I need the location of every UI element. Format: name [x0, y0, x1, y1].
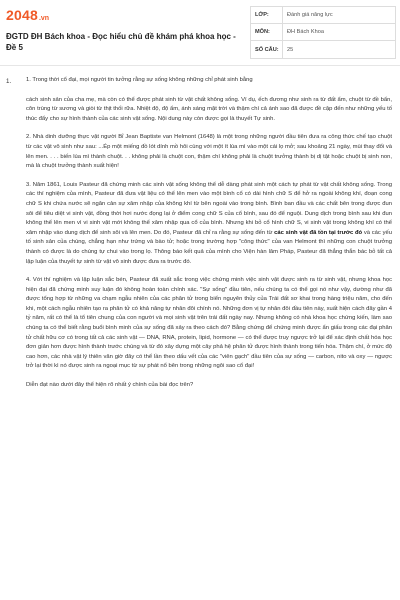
paragraph-3-part-b: và các yếu tố sinh sản của chúng, chẳng hạn như trứng và bào tử; hoặc trong trường hợp "công thức" của van Helmont thì những con chuột trưởng thành có được là do chúng tự chui vào trong lọ. Thông báo kết quả của mình cho Viện hàn lâm Pháp, Pasteur đã thẳng thắn bác bỏ tất cả lập luận của thuyết tự sinh từ vật vô sinh được đưa ra trước đó.	[26, 229, 392, 265]
meta-value: ĐH Bách Khoa	[287, 29, 325, 35]
question-body	[26, 76, 392, 400]
meta-label: SỐ CÂU:	[251, 41, 283, 58]
meta-value: 25	[287, 46, 294, 53]
brand-logo-suffix: .vn	[38, 15, 50, 22]
meta-label: MÔN:	[251, 24, 283, 40]
question-number: 1.	[6, 78, 12, 85]
paragraph-3-part-a: 3. Năm 1861, Louis Pasteur đã chứng minh các sinh vật sống không thể dễ dàng phát sinh một cách tự phát từ vật chất không sống. Trong các thí nghiệm của mình, Pasteur đã đưa vật liệu có thể lên men vào một bình cổ có dài hình chữ S để hở ra ngoài không khí, đoạn cong chữ S khi chứa nước sẽ ngăn cản sự xâm nhập của không khí từ bên ngoài vào trong bình. Bình ban đầu và các chất bên trong được đun sôi để tiêu diệt vi sinh vật, đồng thời hơi nước đọng lại ở điểm cong chữ S của cổ bình, sau đó để nguội. Dung dịch trong bình sau khi đun không thể lên men vì vi sinh vật mới không thể xâm nhập qua cổ của bình. Nhưng khi bỏ cổ hình chữ S, vi sinh vật trong không khí có thể xâm nhập vào dung dịch để sinh sôi và lên men. Do đó, Pasteur đã chỉ ra rằng sự sống đến từ	[26, 181, 392, 236]
meta-row-class	[251, 7, 395, 24]
brand-logo[interactable]	[6, 7, 49, 23]
brand-logo-text: 2048	[6, 7, 38, 23]
meta-row-subject	[251, 24, 395, 41]
meta-table	[250, 6, 396, 59]
paragraph-1-lead: 1. Trong thời cổ đại, mọi người tin tưởng rằng sự sống không những chỉ phát sinh bằng	[26, 77, 253, 83]
page-header	[0, 0, 400, 66]
paragraph-3	[26, 181, 392, 267]
paragraph-1: cách sinh sản của cha mẹ, mà còn có thể được phát sinh từ vật chất không sống. Ví dụ, ếch đương như sinh ra từ đất ẩm, chuột từ đề bẩn, côn trùng từ sương và giòi từ thịt thối rữa. Nhiệt độ, độ ẩm, ánh sáng mặt trời và thậm chí cả ánh sao đã được đề cập đến như những yếu tố thúc đẩy cho sự hình thành của các sinh vật sống. Nội dung này còn được gọi là thuyết Tự sinh.	[26, 96, 392, 122]
paragraph-4: 4. Với thí nghiệm và lập luận sắc bén, Pasteur đã xuất sắc trong việc chứng minh việc sinh vật được sinh ra từ sinh vật, nhưng khoa học hiện đại đã chứng minh suy luận đó không hoàn toàn chính xác. "Sự sống" đầu tiên, nếu chúng ta có thể gọi nó như vậy, dường như đã được tổng hợp từ những va chạm ngẫu nhiên của các phân tử trong biển nguyên thủy của Trái đất sơ khai trong hàng triệu năm, cho đến khi, một cách ngẫu nhiên tạo ra phân tử có khả năng tự nhân đôi chính nó. Những đơn vị tự nhân đôi đầu tiên này, xuất hiện cách đây gần 4 tỷ năm, rất có thể là tổ tiên chung của con người và mọi sinh vật trên trái đất ngày nay. Nhưng không có nhà khoa học chứng kiến, làm sao chúng ta có thể biết rằng buổi bình minh của sự sống đã xảy ra theo cách đó? Bằng chứng để chứng minh được ẩn giấu trong các đại phân tử chất hữu cơ có trong tất cả các sinh vật — DNA, RNA, protein, lipid, hormone — có thể được truy ngược trở lại để xác định chất hóa học đơn giản hơn được hình thành trước chúng và từ đó xây dựng một cây phả hệ phân tử được hình thành trong tiến hóa. Thậm chí, ở mức độ cao hơn, các nhà vật lý thiên văn giờ đây có thể lần theo dấu vết của các "viên gạch" đầu tiên của sự sống — carbon, nito và oxy — ngược trở lại thời kì nó được sinh ra ngoại mục từ sự phát nổ bên trong những ngôi sao cổ đại!	[26, 277, 392, 370]
paragraph-3-emphasis: các sinh vật đã tồn tại trước đó	[274, 229, 363, 236]
question-prompt: Diễn đạt nào dưới đây thể hiện rõ nhất ý chính của bài đọc trên?	[26, 382, 194, 389]
meta-label: LỚP:	[251, 7, 283, 23]
paragraph-2: 2. Nhà dinh dưỡng thực vật người Bỉ Jean Baptiste van Helmont (1648) là một trong những người đầu tiên đưa ra công thức chế tạo chuột từ các vật vô sinh như sau: ...Ép một miếng đồ lót dính mồ hôi cùng với một ít lúa mì vào một cái lọ mở; sau khoảng 21 ngày, mùi thay đổi và lên men. . . . biến lúa mì thành chuột. . . không phải là chuột con, thậm chí không phải là chuột trưởng thành bị dị tật hoặc chuột bị sinh non, mà là chuột trưởng thành xuất hiện!	[26, 134, 392, 170]
meta-row-count	[251, 41, 395, 58]
page-title: ĐGTD ĐH Bách khoa - Đọc hiểu chủ đề khám phá khoa học - Đề 5	[6, 32, 236, 52]
meta-value: Đánh giá năng lực	[287, 12, 333, 18]
